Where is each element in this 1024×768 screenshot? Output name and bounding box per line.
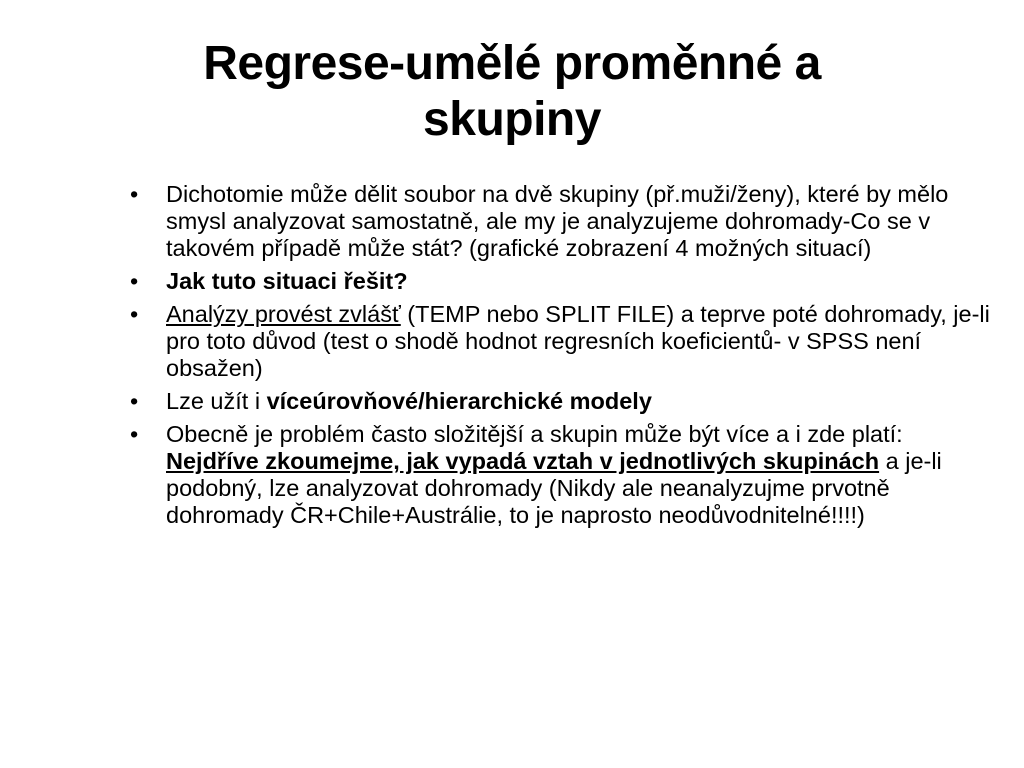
slide-title-line-1: Regrese-umělé proměnné a bbox=[203, 37, 821, 90]
bullet-text: Obecně je problém často složitější a skupin může být více a i zde platí: bbox=[166, 421, 903, 447]
bullet-item-multilevel-models bbox=[130, 388, 990, 415]
bullet-text: Dichotomie může dělit soubor na dvě skupiny (př.muži/ženy), které by mělo smysl analyzovat samostatně, ale my je analyzujeme dohromady-Co se v takovém případě může stát? (grafické zobrazení 4 možných situací) bbox=[166, 181, 949, 261]
slide-title bbox=[80, 36, 944, 148]
bullet-text: Lze užít i bbox=[166, 388, 267, 414]
bullet-item-separate-analysis bbox=[130, 301, 990, 382]
bullet-text: (TEMP nebo SPLIT FILE) a teprve poté dohromady, je-li pro toto důvod (test o shodě hodnot regresních koeficientů- v SPSS není obsažen) bbox=[166, 301, 990, 381]
bullet-text: a je-li podobný, lze analyzovat dohromady (Nikdy ale neanalyzujme prvotně dohromady ČR+Chile+Austrálie, to je naprosto neodůvodnitelné!!!!) bbox=[166, 448, 942, 528]
bullet-list bbox=[130, 181, 990, 535]
bullet-dot-icon: • bbox=[130, 181, 139, 207]
bullet-item-dichotomy bbox=[130, 181, 990, 262]
bullet-dot-icon: • bbox=[130, 421, 139, 447]
bullet-dot-icon: • bbox=[130, 268, 139, 294]
bullet-bold-text: Jak tuto situaci řešit? bbox=[166, 268, 408, 294]
bullet-dot-icon: • bbox=[130, 301, 139, 327]
bullet-bold-underlined-text: Nejdříve zkoumejme, jak vypadá vztah v jednotlivých skupinách bbox=[166, 448, 880, 474]
bullet-item-general-problem bbox=[130, 421, 990, 529]
slide-title-line-2: skupiny bbox=[423, 93, 601, 146]
bullet-underlined-text: Analýzy provést zvlášť bbox=[166, 301, 401, 327]
bullet-dot-icon: • bbox=[130, 388, 139, 414]
bullet-bold-text: víceúrovňové/hierarchické modely bbox=[266, 388, 652, 414]
bullet-item-how-to-solve bbox=[130, 268, 990, 295]
